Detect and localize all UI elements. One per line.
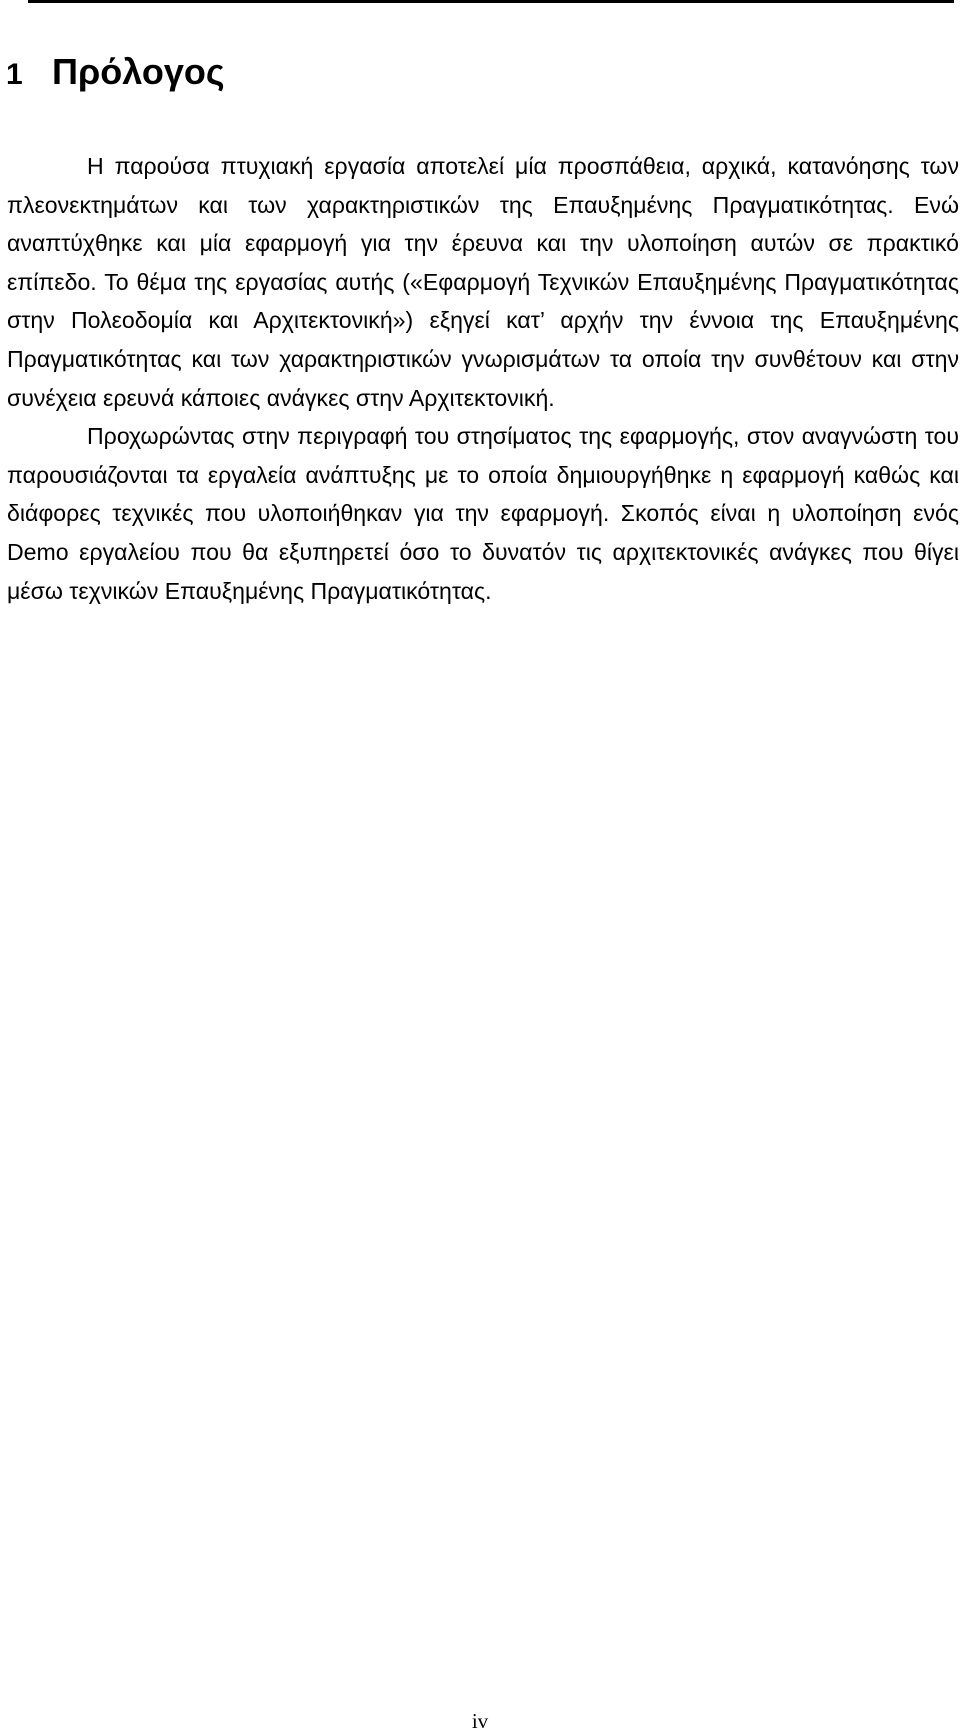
header-rule	[28, 0, 954, 3]
chapter-heading	[6, 50, 225, 93]
page-number: iv	[471, 1709, 489, 1733]
chapter-number: 1	[6, 58, 23, 91]
chapter-title: Πρόλογος	[52, 51, 225, 92]
paragraph-2: Προχωρώντας στην περιγραφή του στησίματος της εφαρμογής, στον αναγνώστη του παρουσιάζονται τα εργαλεία ανάπτυξης με το οποία δημιουργήθηκε η εφαρμογή καθώς και διάφορες τεχνικές που υλοποιήθηκαν για την εφαρμογή. Σκοπός είναι η υλοποίηση ενός Demo εργαλείου που θα εξυπηρετεί όσο το δυνατόν τις αρχιτεκτονικές ανάγκες που θίγει μέσω τεχνικών Επαυξημένης Πραγματικότητας.	[7, 423, 959, 604]
chapter-body	[7, 147, 959, 610]
paragraph-1: Η παρούσα πτυχιακή εργασία αποτελεί μία προσπάθεια, αρχικά, κατανόησης των πλεονεκτημάτων και των χαρακτηριστικών της Επαυξημένης Πραγματικότητας. Ενώ αναπτύχθηκε και μία εφαρμογή για την έρευνα και την υλοποίηση αυτών σε πρακτικό επίπεδο. Το θέμα της εργασίας αυτής («Εφαρμογή Τεχνικών Επαυξημένης Πραγματικότητας στην Πολεοδομία και Αρχιτεκτονική») εξηγεί κατ’ αρχήν την έννοια της Επαυξημένης Πραγματικότητας και των χαρακτηριστικών γνωρισμάτων τα οποία την συνθέτουν και στην συνέχεια ερευνά κάποιες ανάγκες στην Αρχιτεκτονική.	[7, 153, 959, 411]
